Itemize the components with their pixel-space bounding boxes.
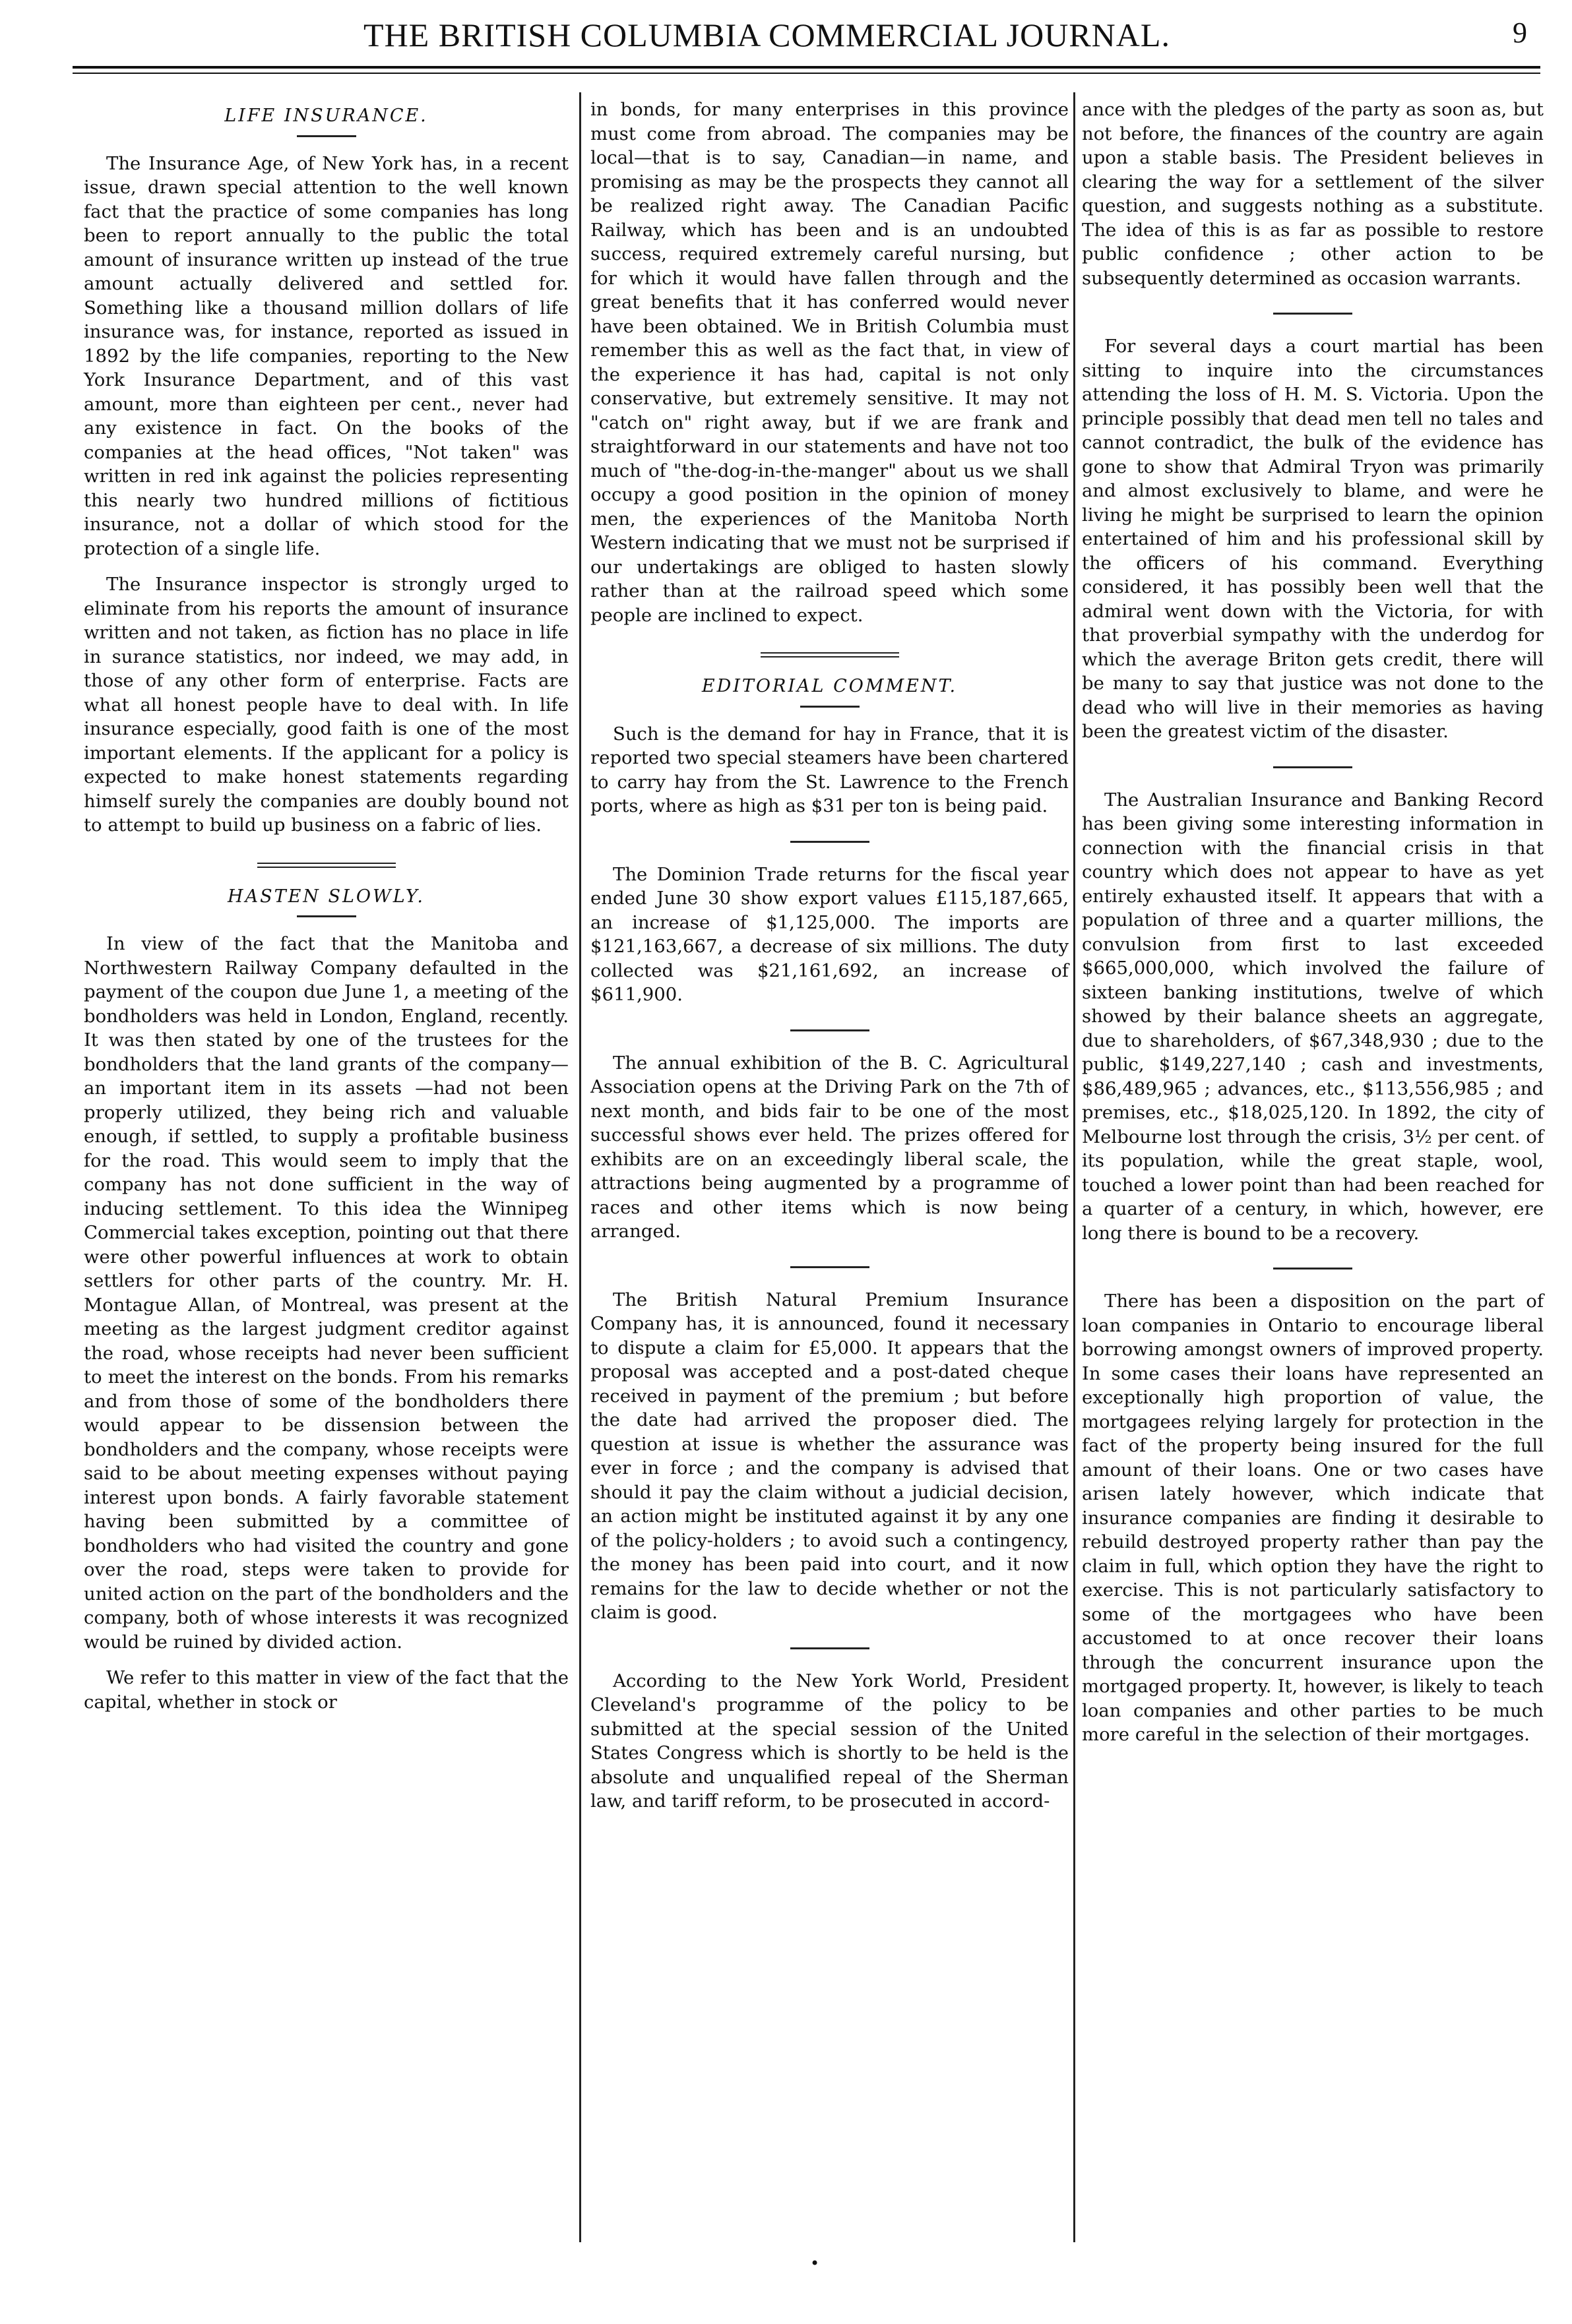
editorial-item: According to the New York World, President Cleveland's programme of the policy to be submitted at the special session of the United States Congress which is shortly to be held is the absolute and unqualified repeal of the Sherman law, and tariff reform, to be prosecuted in accord- bbox=[590, 1670, 1069, 1812]
editorial-item: For several days a court martial has been sitting to inquire into the circumstances attending the loss of H. M. S. Victoria. Upon the principle possibly that dead men tell no tales and cannot contradict, the bulk of the evidence has gone to show that Admiral Tryon was primarily and almost exclusively to blame, and were he living he might be surprised to learn the opinion entertained of him and his professional skill by the officers of his command. Everything considered, it has possibly been well that the admiral went down with the Victoria, for with that proverbial sympathy with the underdog for which the average Briton gets credit, there will be many to say that justice was not done to the dead who will live in their memories as having been the greatest victim of the disaster. bbox=[1082, 336, 1544, 742]
heading-underline bbox=[297, 135, 356, 137]
stray-mark: • bbox=[810, 2254, 820, 2273]
heading-life-insurance: LIFE INSURANCE. bbox=[224, 106, 428, 126]
article-paragraph: We refer to this matter in view of the fact that the capital, whether in stock or bbox=[84, 1667, 569, 1713]
column-divider-left bbox=[579, 92, 581, 2242]
article-paragraph: in bonds, for many enterprises in this province must come from abroad. The companies may be local—that is to say, Canadian—in name, and promising as may be the prospects they cannot all be realized right away. The Canadian Pacific Railway, which has been and is an undoubted success, required extremely careful nursing, but for which it would have fallen through and the great benefits that it has conferred would never have been obtained. We in British Columbia must remember this as well as the fact that, in view of the experience it has had, capital is not only conservative, but extremely sensitive. It may not "catch on" right away, but if we are frank and straightforward in our statements and have not too much of "the-dog-in-the-manger" about us we shall occupy a good position in the opinion of money men, the experiences of the Manitoba North Western indicating that we must not be surprised if our undertakings are obliged to hasten slowly rather than at the railroad speed which some people are inclined to expect. bbox=[590, 99, 1069, 626]
column-divider-right bbox=[1073, 92, 1075, 2242]
page-number: 9 bbox=[1513, 16, 1527, 49]
editorial-item: There has been a disposition on the part of loan companies in Ontario to encourage liberal borrowing amongst owners of improved property. In some cases their loans have represented an exceptionally high proportion of value, the mortgagees relying largely for protection in the fact of the property being insured for the full amount of their loans. One or two cases have arisen lately however, which indicate that insurance companies are finding it desirable to rebuild destroyed property rather than pay the claim in full, which option they have the right to exercise. This is not particularly satisfactory to some of the mortgagees who have been accustomed to at once recover their loans through the concurrent insurance upon the mortgaged property. It, however, is likely to teach loan companies and other parties to be much more careful in the selection of their mortgages. bbox=[1082, 1291, 1544, 1745]
section-divider bbox=[257, 863, 396, 868]
item-divider bbox=[790, 1266, 869, 1268]
header-rule-thin bbox=[73, 73, 1540, 74]
page-header bbox=[73, 12, 1540, 65]
article-paragraph: In view of the fact that the Manitoba and Northwestern Railway Company defaulted in the payment of the coupon due June 1, a meeting of the bondholders was held in London, England, recently. It was then stated by one of the trustees for the bondholders that the land grants of the company—an important item in its assets —had not been properly utilized, they being rich and valuable enough, if settled, to supply a profitable business for the road. This would seem to imply that the company has not done sufficient in the way of inducing settlement. To this idea the Winnipeg Commercial takes exception, pointing out that there were other powerful influences at work to obtain settlers for other parts of the country. Mr. H. Montague Allan, of Montreal, was present at the meeting as the largest judgment creditor against the road, whose receipts had never been sufficient to meet the interest on the bonds. From his remarks and from those of some of the bondholders there would appear to be dissension between the bondholders and the company, whose receipts were said to be about meeting expenses without paying interest upon bonds. A fairly favorable statement having been submitted by a committee of bondholders who had visited the country and gone over the road, steps were taken to provide for united action on the part of the bondholders and the company, both of whose interests it was recognized would be ruined by divided action. bbox=[84, 933, 569, 1653]
header-rule-thick bbox=[73, 66, 1540, 69]
heading-editorial-comment: EDITORIAL COMMENT. bbox=[701, 676, 958, 696]
column-2 bbox=[590, 98, 1069, 1825]
article-paragraph: The Insurance Age, of New York has, in a recent issue, drawn special attention to the well known fact that the practice of some companies has long been to report annually to the public the total amount of insurance written up instead of the true amount actually delivered and settled for. Something like a thousand million dollars of life insurance was, for instance, reported as issued in 1892 by the life companies, reporting to the New York Insurance Department, and of this vast amount, more than eighteen per cent., never had any existence in fact. On the books of the companies at the head offices, "Not taken" was written in red ink against the policies representing this nearly two hundred millions of fictitious insurance, not a dollar of which stood for the protection of a single life. bbox=[84, 152, 569, 559]
heading-underline bbox=[297, 915, 356, 917]
editorial-item: The British Natural Premium Insurance Company has, it is announced, found it necessary to dispute a claim for £5,000. It appears that the proposal was accepted and a post-dated cheque received in payment of the premium ; but before the date had arrived the proposer died. The question at issue is whether the assurance was ever in force ; and the company is advised that should it pay the claim without a judicial decision, an action might be instituted against it by any one of the policy-holders ; to avoid such a contingency, the money has been paid into court, and it now remains for the law to decide whether or not the claim is good. bbox=[590, 1289, 1069, 1623]
editorial-item: ance with the pledges of the party as soon as, but not before, the finances of the country are again upon a stable basis. The President believes in clearing the way for a settlement of the silver question, and suggests nothing as a substitute. The idea of this is as far as possible to restore public confidence ; other action to be subsequently determined as occasion warrants. bbox=[1082, 99, 1544, 289]
journal-title: THE BRITISH COLUMBIA COMMERCIAL JOURNAL. bbox=[363, 16, 1170, 53]
editorial-item: Such is the demand for hay in France, that it is reported two special steamers have been chartered to carry hay from the St. Lawrence to the French ports, where as high as $31 per ton is being paid. bbox=[590, 723, 1069, 816]
column-1 bbox=[84, 98, 569, 1726]
item-divider bbox=[1273, 1268, 1352, 1269]
item-divider bbox=[790, 841, 869, 843]
article-paragraph: The Insurance inspector is strongly urged to eliminate from his reports the amount of insurance written and not taken, as fiction has no place in life in surance statistics, nor indeed, we may add, in those of any other form of enterprise. Facts are what all honest people have to deal with. In life insurance especially, good faith is one of the most important elements. If the applicant for a policy is expected to make honest statements regarding himself surely the companies are doubly bound not to attempt to build up business on a fabric of lies. bbox=[84, 574, 569, 836]
section-divider bbox=[761, 652, 899, 657]
item-divider bbox=[790, 1647, 869, 1649]
column-3 bbox=[1082, 98, 1544, 1759]
item-divider bbox=[1273, 313, 1352, 315]
heading-underline bbox=[800, 706, 860, 708]
item-divider bbox=[1273, 766, 1352, 768]
item-divider bbox=[790, 1029, 869, 1031]
editorial-item: The Dominion Trade returns for the fiscal year ended June 30 show export values £115,187,665, an increase of $1,125,000. The imports are $121,163,667, a decrease of six millions. The duty collected was $21,161,692, an increase of $611,900. bbox=[590, 863, 1069, 1005]
editorial-item: The Australian Insurance and Banking Record has been giving some interesting information in connection with the financial crisis in that country which does not appear to have as yet entirely exhausted itself. It appears that with a population of three and a quarter millions, the convulsion from first to last exceeded $665,000,000, which involved the failure of sixteen banking institutions, twelve of which showed by their balance sheets an aggregate, due to shareholders, of $67,348,930 ; due to the public, $149,227,140 ; cash and investments, $86,489,965 ; advances, etc., $113,556,985 ; and premises, etc., $18,025,120. In 1892, the city of Melbourne lost through the crisis, 3½ per cent. of its population, while the great staple, wool, touched a lower point than had been reached for a quarter of a century, in which, however, ere long there is bound to be a recovery. bbox=[1082, 789, 1544, 1244]
heading-hasten-slowly: HASTEN SLOWLY. bbox=[228, 886, 425, 907]
editorial-item: The annual exhibition of the B. C. Agricultural Association opens at the Driving Park on the 7th of next month, and bids fair to be one of the most successful shows ever held. The prizes offered for exhibits are on an exceedingly liberal scale, the attractions being augmented by a programme of races and other items which is now being arranged. bbox=[590, 1052, 1069, 1242]
